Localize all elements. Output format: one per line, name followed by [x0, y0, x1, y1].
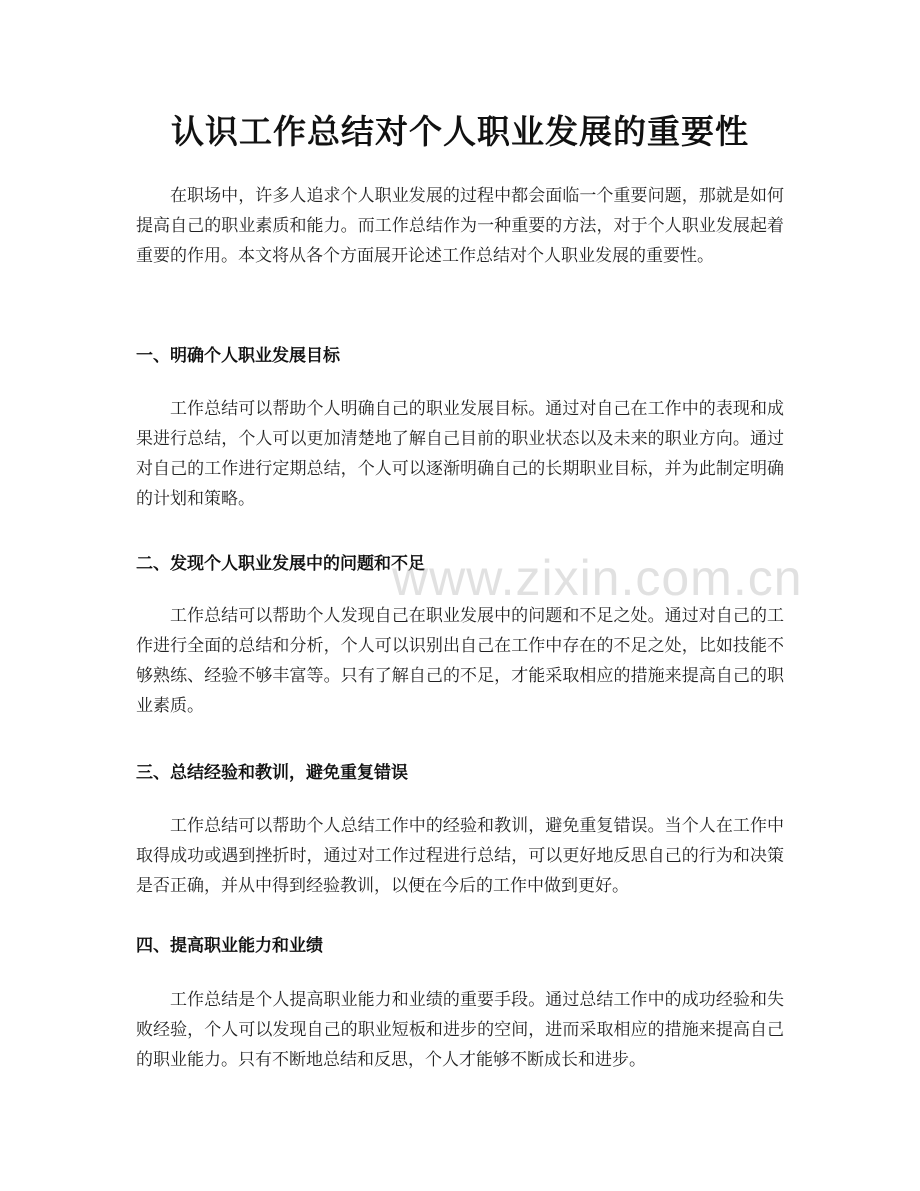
- watermark-text: www.zixin.com.cn: [392, 550, 803, 606]
- section-body-1: 工作总结可以帮助个人明确自己的职业发展目标。通过对自己在工作中的表现和成果进行总结，个人可以更加清楚地了解自己目前的职业状态以及未来的职业方向。通过对自己的工作进行定期总结，个人可以逐渐明确自己的长期职业目标，并为此制定明确的计划和策略。: [136, 399, 784, 509]
- section-body-2: 工作总结可以帮助个人发现自己在职业发展中的问题和不足之处。通过对自己的工作进行全面的总结和分析，个人可以识别出自己在工作中存在的不足之处，比如技能不够熟练、经验不够丰富等。只有了解自己的不足，才能采取相应的措施来提高自己的职业素质。: [136, 606, 784, 716]
- section-heading-1: 一、明确个人职业发展目标: [136, 346, 340, 366]
- section-heading-2: 二、发现个人职业发展中的问题和不足: [136, 554, 425, 574]
- section-heading-4: 四、提高职业能力和业绩: [136, 936, 323, 956]
- document-title: 认识工作总结对个人职业发展的重要性: [171, 112, 749, 151]
- section-body-3: 工作总结可以帮助个人总结工作中的经验和教训，避免重复错误。当个人在工作中取得成功或遇到挫折时，通过对工作过程进行总结，可以更好地反思自己的行为和决策是否正确，并从中得到经验教训，以便在今后的工作中做到更好。: [136, 816, 784, 896]
- section-body-4: 工作总结是个人提高职业能力和业绩的重要手段。通过总结工作中的成功经验和失败经验，个人可以发现自己的职业短板和进步的空间，进而采取相应的措施来提高自己的职业能力。只有不断地总结和反思，个人才能够不断成长和进步。: [136, 990, 784, 1070]
- section-heading-3: 三、总结经验和教训，避免重复错误: [136, 763, 408, 783]
- intro-paragraph: 在职场中，许多人追求个人职业发展的过程中都会面临一个重要问题，那就是如何提高自己的职业素质和能力。而工作总结作为一种重要的方法，对于个人职业发展起着重要的作用。本文将从各个方面展开论述工作总结对个人职业发展的重要性。: [136, 186, 784, 266]
